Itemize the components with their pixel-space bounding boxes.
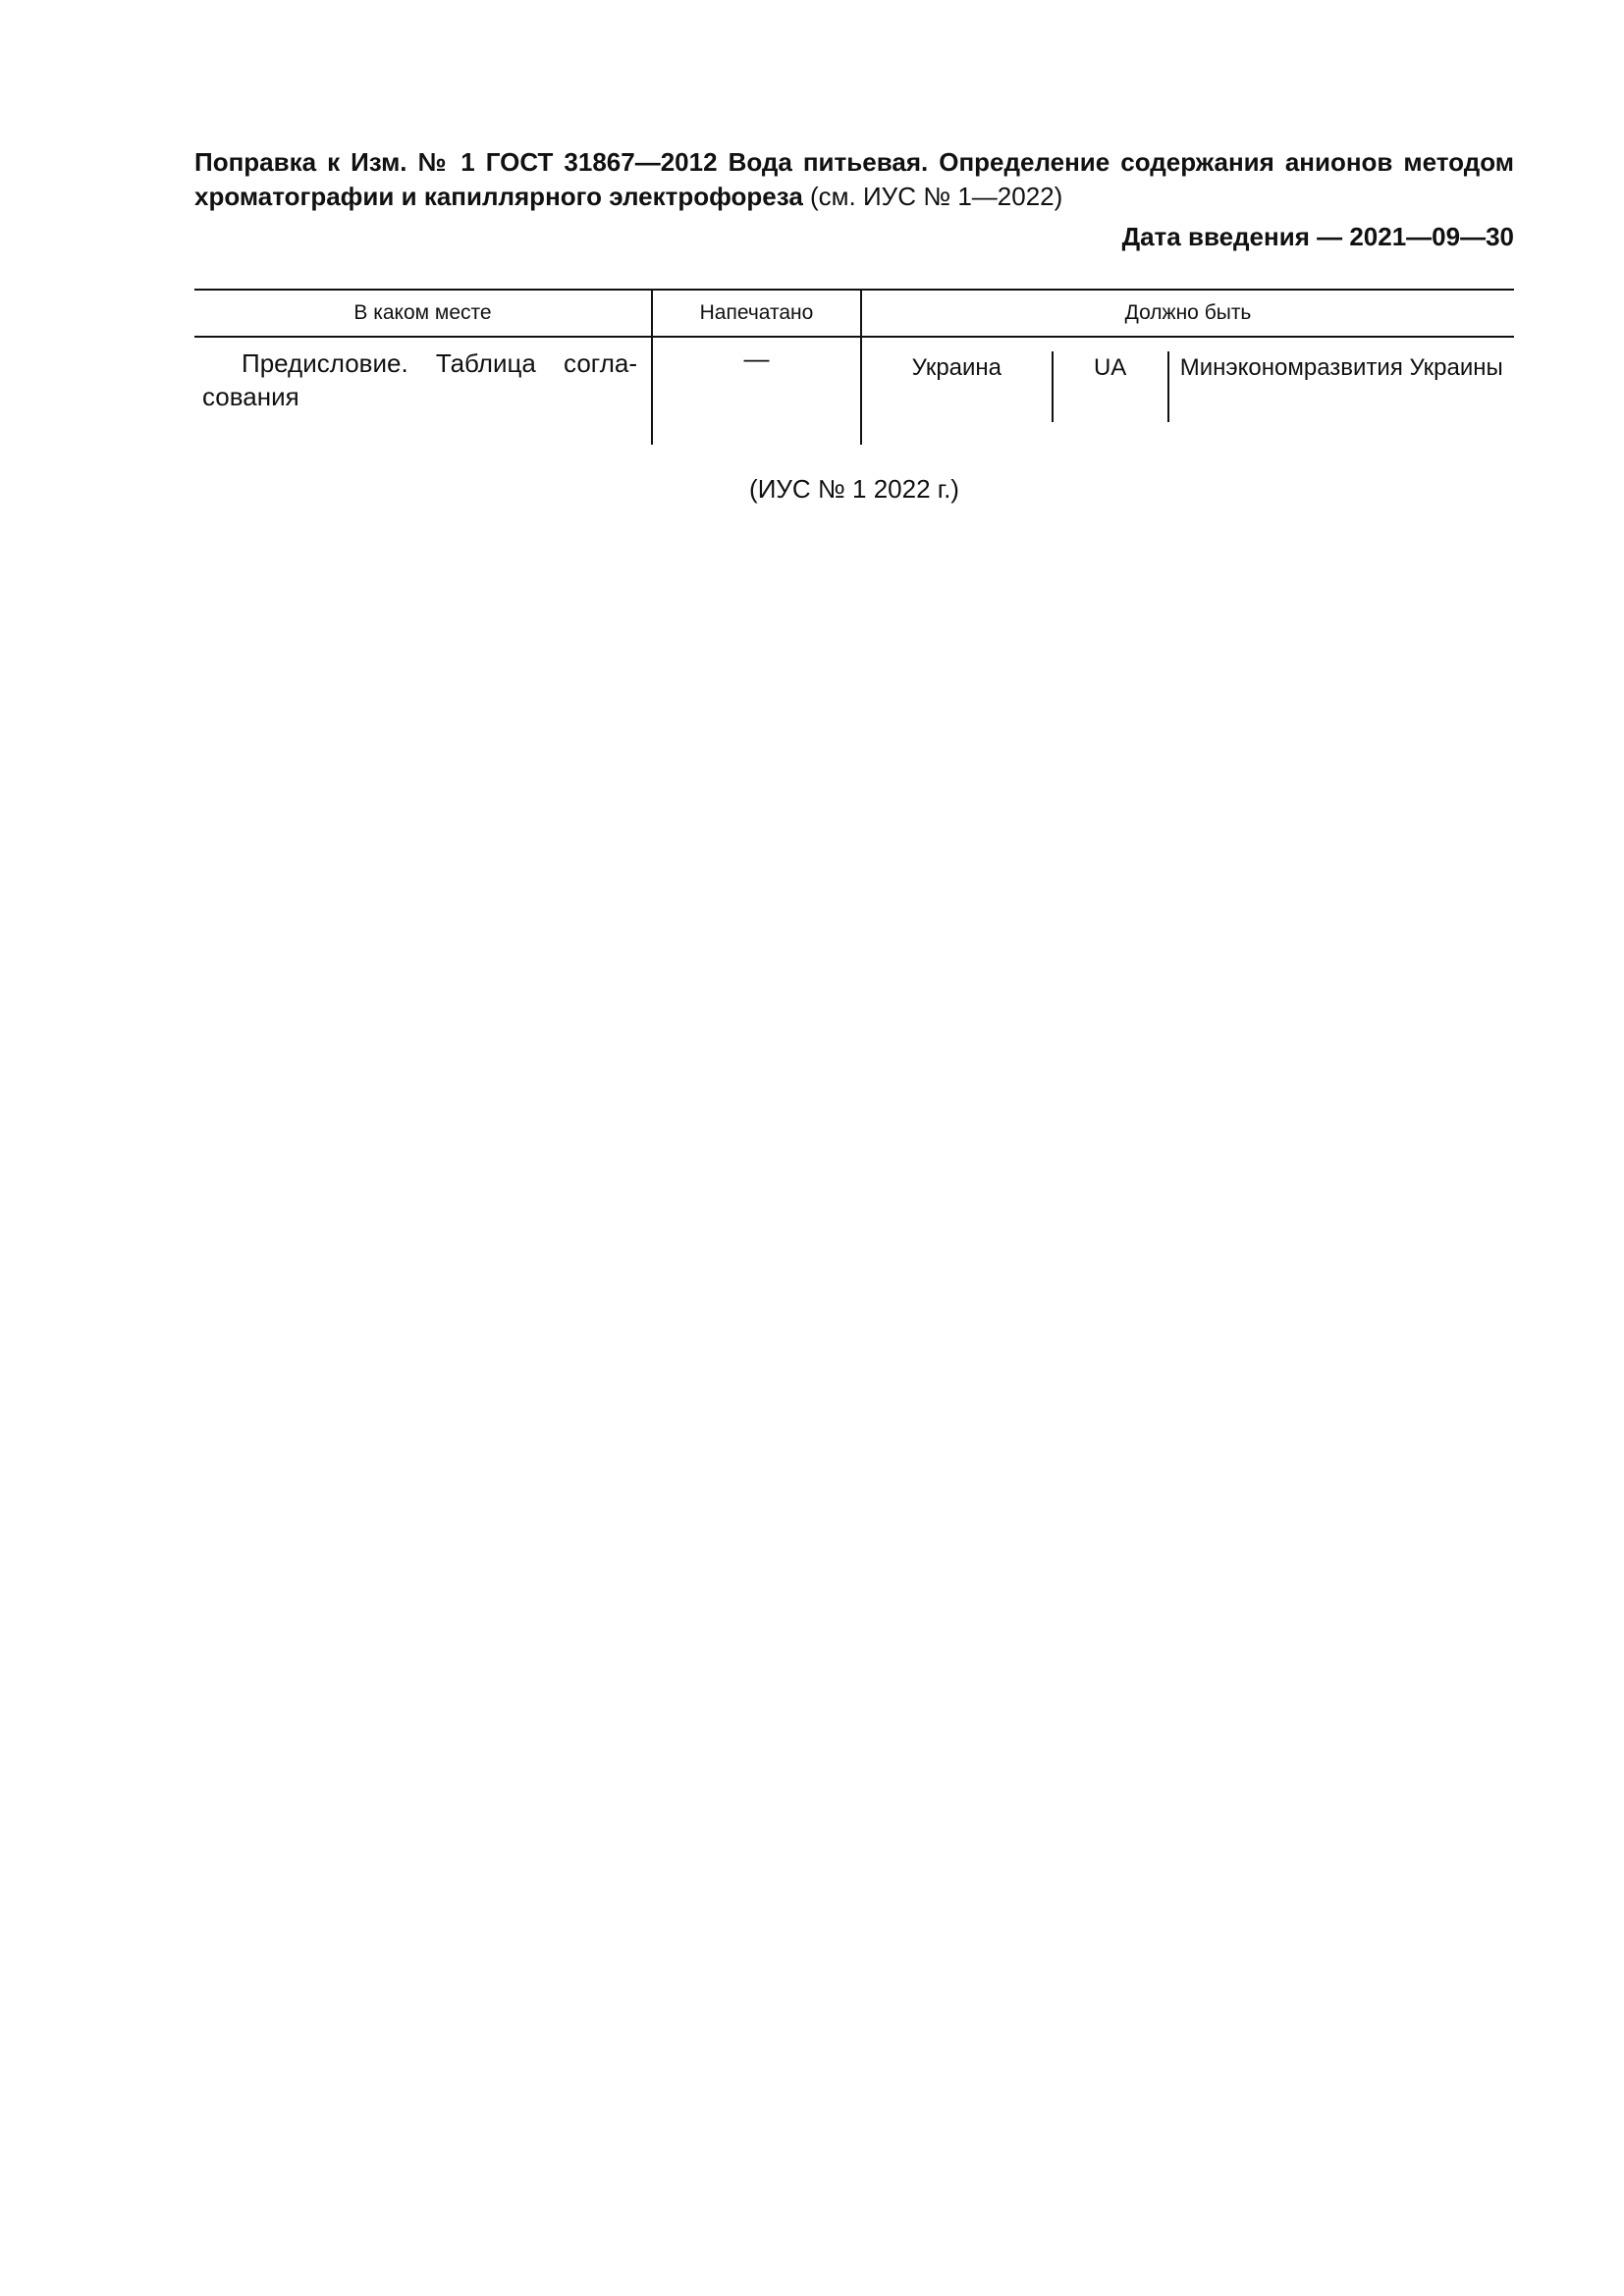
should-be-subtable: [862, 351, 1514, 422]
amendment-title: Поправка к Изм. № 1 ГОСТ 31867—2012 Вода питьевая. Определение содержания анионов методом хроматографии и капиллярного электрофореза: [194, 147, 1514, 211]
amendment-table: [194, 289, 1514, 445]
cell-standards-body: Минэкономразвития Украины: [1167, 351, 1514, 422]
publication-source: (ИУС № 1 2022 г.): [749, 474, 959, 504]
column-header-should-be: Должно быть: [861, 290, 1514, 337]
cell-country: Украина: [911, 354, 1002, 381]
cell-printed: —: [652, 337, 861, 445]
amendment-heading: [194, 145, 1514, 214]
column-header-place: В каком месте: [194, 290, 652, 337]
table-row: [194, 337, 1514, 445]
table-header-row: [194, 290, 1514, 337]
amendment-table-wrapper: [194, 289, 1514, 445]
cell-place: Предисловие. Таблица согла-сования: [202, 348, 637, 411]
column-header-printed: Напечатано: [652, 290, 861, 337]
document-page: [194, 145, 1514, 505]
amendment-source-ref: (см. ИУС № 1—2022): [810, 182, 1063, 211]
cell-country-code: UA: [1052, 351, 1167, 422]
effective-date: Дата введения — 2021—09—30: [1121, 222, 1514, 251]
cell-should-be: [861, 337, 1514, 445]
